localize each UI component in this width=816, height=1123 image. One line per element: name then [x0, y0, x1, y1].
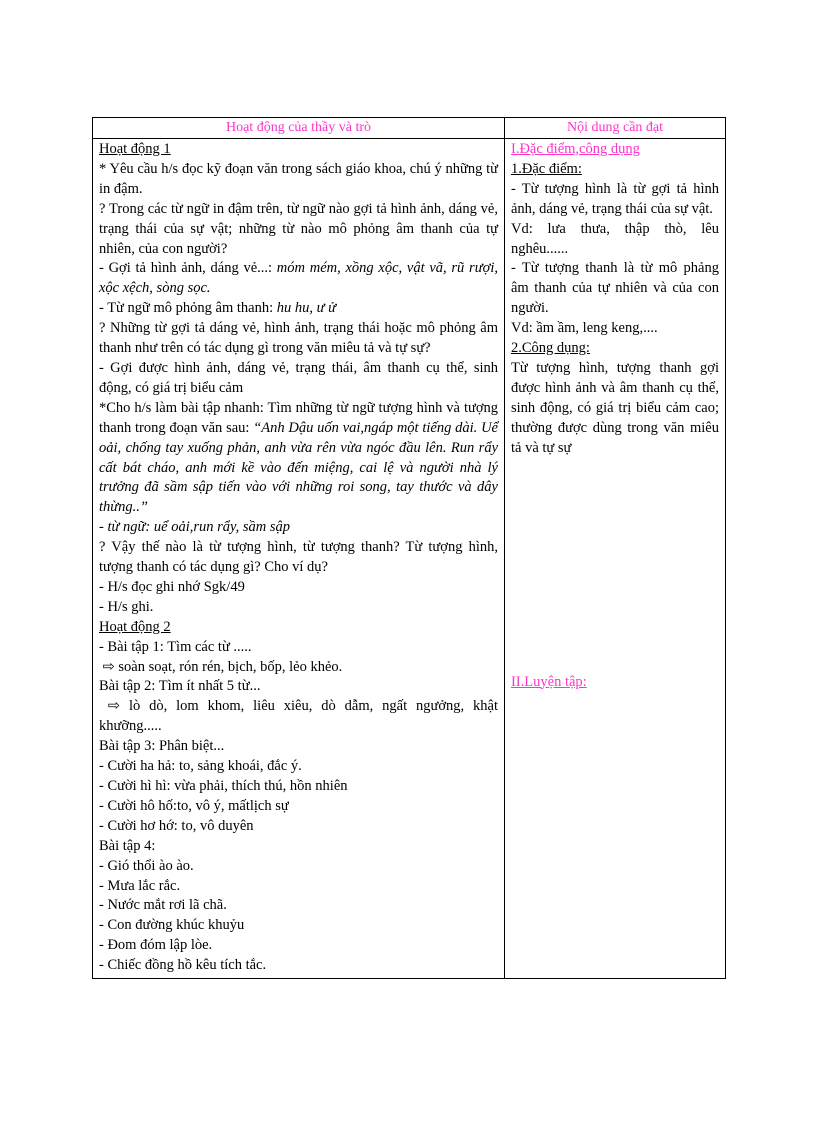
section-2-title: II.Luyện tập:	[511, 673, 587, 690]
header-content: Nội dung cần đạt	[505, 118, 726, 139]
request-read: * Yêu cầu h/s đọc kỹ đoạn văn trong sách giáo khoa, chú ý những từ in đậm.	[99, 160, 498, 197]
exercise-1: - Bài tập 1: Tìm các từ .....	[99, 638, 252, 655]
exercise-4-item: - Con đường khúc khuỷu	[99, 917, 245, 934]
exercise-4-item: - Nước mắt rơi lã chã.	[99, 897, 227, 914]
header-activities: Hoạt động của thầy và trò	[93, 118, 505, 139]
answer-sound-words	[99, 299, 498, 319]
definition-onomatopoeic: - Từ tượng thanh là từ mô phảng âm thanh của tự nhiên và của con người.	[511, 260, 719, 317]
arrow-right-icon: ⇨	[102, 658, 115, 675]
exercise-4-item: - Gió thổi ào ào.	[99, 857, 194, 874]
question-2: ? Những từ gợi tả dáng vẻ, hình ảnh, trạng thái hoặc mô phỏng âm thanh như trên có tác dụng gì trong văn miêu tả và tự sự?	[99, 320, 498, 357]
characteristics-title: 1.Đặc điểm:	[511, 160, 582, 177]
exercise-3-item: - Cười hì hì: vừa phải, thích thú, hồn nhiên	[99, 778, 348, 794]
activities-cell	[93, 139, 505, 979]
exercise-3-item: - Cười ha hả: to, sảng khoái, đắc ý.	[99, 758, 302, 775]
spacer	[511, 459, 719, 673]
exercise-4: Bài tập 4:	[99, 837, 156, 854]
answer-sound-label: - Từ ngữ mô phỏng âm thanh:	[99, 300, 277, 317]
content-cell	[505, 139, 726, 979]
exercise-4-item: - Mưa lắc rắc.	[99, 877, 181, 894]
exercise-3-item: - Cười hơ hớ: to, vô duyên	[99, 817, 254, 834]
exercise-4-item: - Chiếc đồng hồ kêu tích tắc.	[99, 957, 267, 974]
exercise-2-answer-text: lò dò, lom khom, liêu xiêu, dò dẫm, ngất ngưởng, khật khưỡng.....	[99, 698, 499, 735]
answer-image-words	[99, 259, 498, 299]
exercise-2: Bài tập 2: Tìm ít nhất 5 từ...	[99, 678, 261, 695]
usage-text: Từ tượng hình, tượng thanh gợi được hình ảnh và âm thanh cụ thể, sinh động, có giá trị biểu cảm cao; thường được dùng trong văn miêu tả và tự sự	[511, 359, 719, 456]
example-pictographic: Vd: lưa thưa, thập thò, lêu nghêu......	[511, 220, 719, 257]
answer-sound-examples: hu hu, ư ử	[276, 300, 337, 317]
example-onomatopoeic: Vd: ầm ầm, leng keng,....	[511, 320, 658, 337]
exercise-3: Bài tập 3: Phân biệt...	[99, 738, 225, 755]
exercise-2-answer	[99, 697, 498, 737]
activity-1-title: Hoạt động 1	[99, 141, 171, 157]
answer-image-examples: móm mém, xồng xộc, vật vã, rũ rượi, xộc xệch, sòng sọc.	[99, 260, 498, 297]
definition-pictographic: - Từ tượng hình là từ gợi tả hình ảnh, dáng vẻ, trạng thái của sự vật.	[511, 180, 719, 217]
answer-image-label: - Gợi tả hình ảnh, dáng vẻ...:	[99, 260, 277, 277]
quick-exercise	[99, 399, 498, 518]
answer-effect: - Gợi được hình ảnh, dáng vẻ, trạng thái, âm thanh cụ thể, sinh động, có giá trị biểu cảm	[99, 359, 498, 396]
quick-exercise-quote: “Anh Dậu uốn vai,ngáp một tiếng dài. Uể oải, chống tay xuống phản, anh vừa rên vừa ngóc đầu lên. Run rẩy cất bát cháo, anh mới kề vào đến miệng, cai lệ và người nhà lý trưởng đã sầm sập tiến vào với những roi song, tay thước và dây thừng..”	[99, 419, 498, 516]
write-note: - H/s ghi.	[99, 598, 154, 615]
question-1: ? Trong các từ ngữ in đậm trên, từ ngữ nào gợi tả hình ảnh, dáng vẻ, trạng thái của sự vật; những từ nào mô phỏng âm thanh của tự nhiên, của con người?	[99, 200, 498, 257]
header-row	[93, 118, 726, 139]
question-3: ? Vậy thế nào là từ tượng hình, từ tượng thanh? Từ tượng hình, tượng thanh có tác dụng gì? Cho ví dụ?	[99, 539, 498, 576]
section-1-title: I.Đặc điểm,công dụng	[511, 141, 640, 157]
exercise-1-answer-text: soàn soạt, rón rén, bịch, bốp, lẻo khẻo.	[114, 658, 343, 675]
exercise-1-answer	[99, 658, 498, 678]
quick-exercise-instruction: *Cho h/s làm bài tập nhanh: Tìm những từ ngữ tượng hình và tượng thanh trong đoạn văn sau:	[99, 399, 498, 436]
exercise-4-item: - Đom đóm lập lòe.	[99, 937, 213, 954]
activity-2-title: Hoạt động 2	[99, 618, 171, 635]
usage-title: 2.Công dụng:	[511, 340, 590, 357]
exercise-3-item: - Cười hô hố:to, vô ý, mấtlịch sự	[99, 797, 289, 814]
body-row	[93, 139, 726, 979]
lesson-table	[92, 117, 726, 979]
quick-exercise-answer: - từ ngữ: uể oải,run rẩy, sầm sập	[99, 519, 291, 536]
read-note: - H/s đọc ghi nhớ Sgk/49	[99, 578, 245, 595]
arrow-right-icon: ⇨	[107, 698, 121, 715]
